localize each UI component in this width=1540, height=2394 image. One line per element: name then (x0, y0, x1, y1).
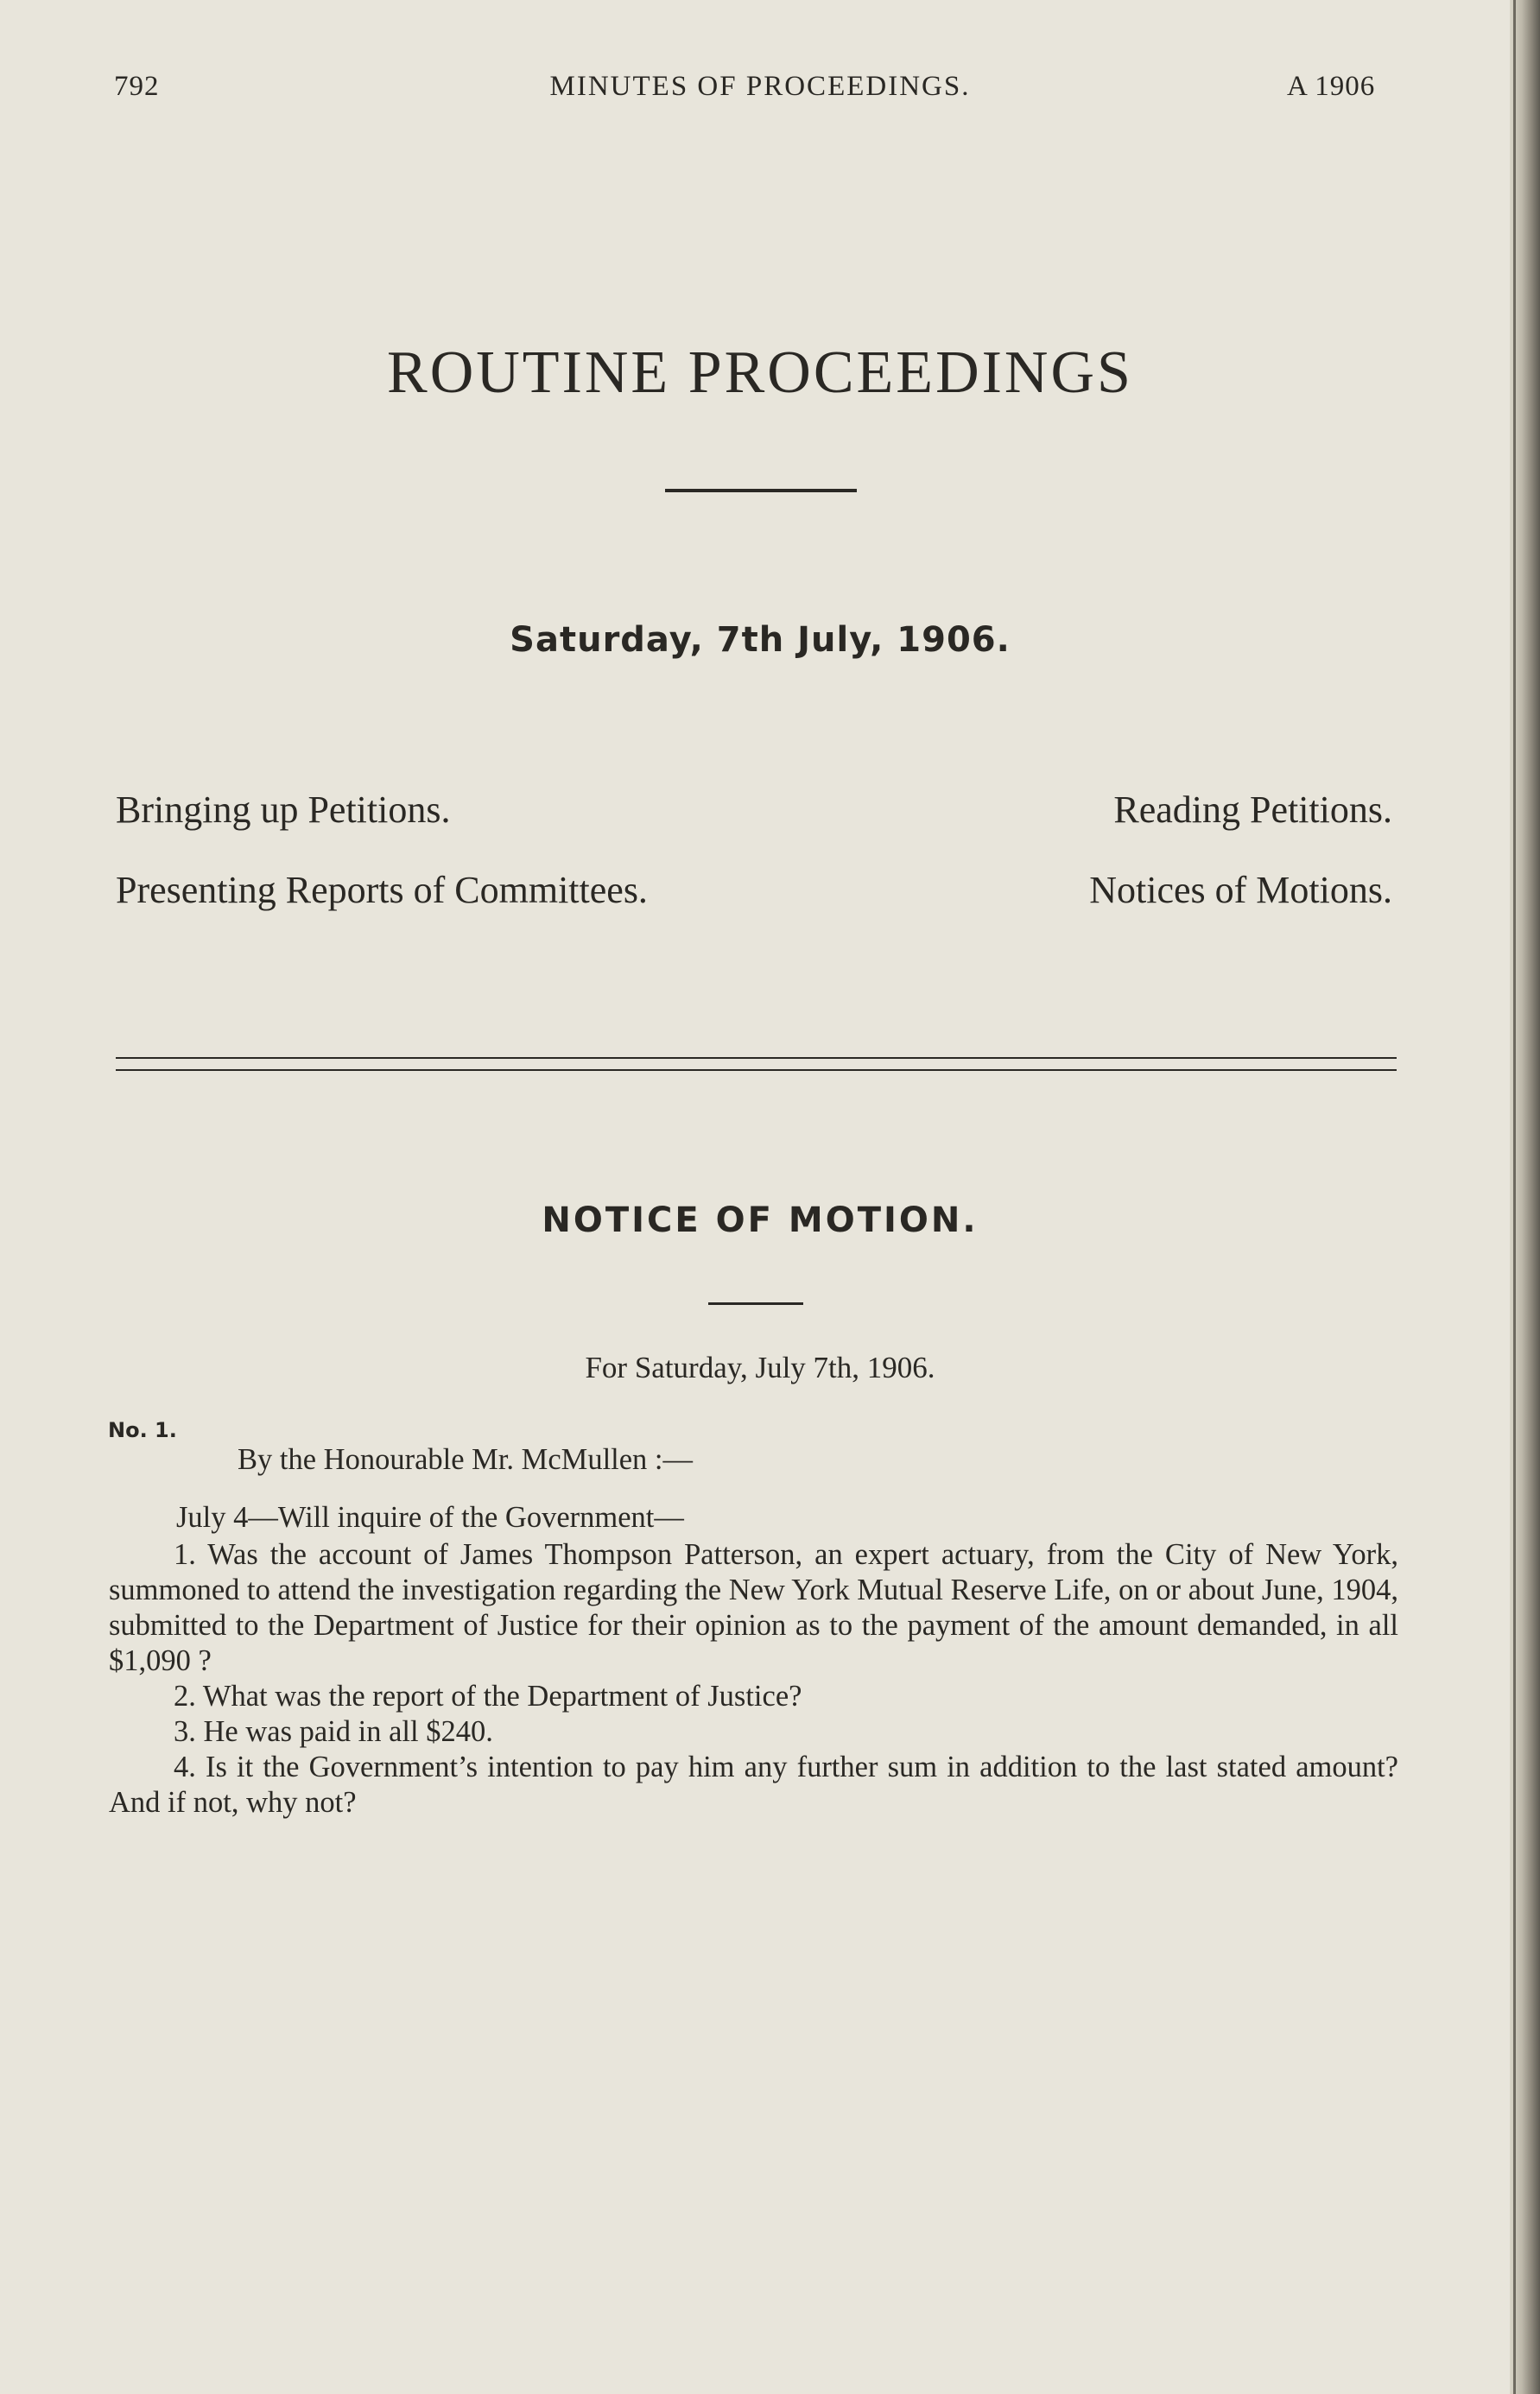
question-item: 3. He was paid in all $240. (174, 1715, 493, 1748)
question-item: 4. Is it the Government’s intention to pay him any further sum in addition to the last stated amount? And if not, why not? (109, 1751, 1398, 1819)
title-rule (665, 489, 857, 492)
page-edge-line (1513, 0, 1516, 2394)
double-rule-bottom (116, 1069, 1397, 1071)
running-title: MINUTES OF PROCEEDINGS. (549, 71, 971, 102)
order-item-bringing-petitions: Bringing up Petitions. (116, 788, 451, 831)
page-title: ROUTINE PROCEEDINGS (387, 339, 1133, 406)
session-date: Saturday, 7th July, 1906. (510, 620, 1011, 660)
section-heading: NOTICE OF MOTION. (542, 1200, 979, 1240)
double-rule-top (116, 1057, 1397, 1059)
order-item-reading-petitions: Reading Petitions. (1113, 788, 1392, 831)
question-list (109, 1537, 1398, 1821)
order-item-reports-committees: Presenting Reports of Committees. (116, 869, 648, 911)
motion-number: No. 1. (108, 1418, 177, 1442)
page-number: 792 (114, 71, 160, 102)
order-item-notices-motions: Notices of Motions. (1089, 869, 1392, 911)
motion-mover: By the Honourable Mr. McMullen :— (238, 1443, 694, 1476)
section-rule (708, 1302, 803, 1305)
motion-inquiry: July 4—Will inquire of the Government— (176, 1501, 684, 1534)
question-item: 2. What was the report of the Department of Justice? (174, 1680, 802, 1713)
motion-date: For Saturday, July 7th, 1906. (585, 1351, 935, 1384)
question-item: 1. Was the account of James Thompson Patterson, an expert actuary, from the City of New York, summoned to attend the investigation regarding the New York Mutual Reserve Life, on or about June, 1904, submitted to the Department of Justice for their opinion as to the payment of the amount demanded, in all $1,090 ? (109, 1538, 1398, 1677)
series-label: A 1906 (1287, 71, 1376, 102)
